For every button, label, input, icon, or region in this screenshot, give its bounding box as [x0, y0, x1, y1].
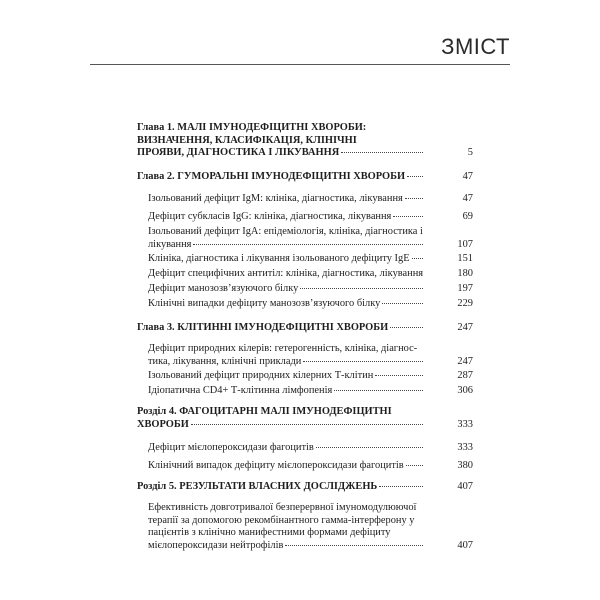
toc-entry-title-line: Глава 2. ГУМОРАЛЬНІ ІМУНОДЕФІЦИТНІ ХВОРОБИ: [137, 171, 406, 182]
toc-page-number: 333: [457, 442, 473, 453]
toc-section-entry: [148, 193, 473, 206]
toc-chapter-entry: [137, 122, 473, 160]
dot-leader: [412, 257, 423, 259]
dot-leader: [303, 360, 423, 362]
toc-entry-title-line: Ідіопатична CD4+ Т-клітинна лімфопенія: [148, 385, 333, 396]
dot-leader: [407, 175, 423, 177]
toc-entry-title-line: Ізольований дефіцит IgM: клініка, діагностика, лікування: [148, 193, 403, 204]
toc-section-entry: [148, 253, 473, 266]
toc-section-entry: [148, 502, 473, 552]
dot-leader: [382, 302, 423, 304]
toc-section-entry: [148, 343, 473, 368]
toc-entry-title-line: Ізольований дефіцит IgA: епідеміологія, клініка, діагностика і: [148, 226, 423, 237]
toc-entry-title-line: Ефективність довготривалої безперервної імуномодулюючої: [148, 502, 417, 513]
toc-entry-title-line: Дефіцит мієлопероксидази фагоцитів: [148, 442, 314, 453]
toc-entry-title-line: терапії за допомогою рекомбінантного гамма-інтерферону у: [148, 514, 415, 526]
dot-leader: [193, 243, 423, 245]
toc-entry-title-line: Розділ 4. ФАГОЦИТАРНІ МАЛІ ІМУНОДЕФІЦИТНІ: [137, 406, 392, 417]
dot-leader: [316, 446, 423, 448]
dot-leader: [375, 374, 423, 376]
toc-entry-title-line: Глава 3. КЛІТИННІ ІМУНОДЕФІЦИТНІ ХВОРОБИ: [137, 322, 389, 333]
toc-page-number: 107: [457, 238, 473, 250]
toc-page-number: 380: [457, 460, 473, 471]
dot-leader: [341, 151, 423, 153]
toc-page-number: 287: [457, 370, 473, 381]
dot-leader: [390, 326, 423, 328]
toc-entry-title-line: Глава 1. МАЛІ ІМУНОДЕФІЦИТНІ ХВОРОБИ:: [137, 122, 367, 133]
toc-chapter-entry: [137, 481, 473, 494]
toc-entry-title-line: Ізольований дефіцит природних кілерних Т-клітин: [148, 370, 374, 381]
heading-rule: [90, 64, 510, 65]
toc-section-entry: [148, 370, 473, 383]
toc-page-number: 69: [462, 211, 473, 222]
toc-entry-title-line: тика, лікування, клінічні приклади: [148, 355, 302, 367]
toc-section-entry: [148, 268, 473, 281]
toc-entry-title-line: Дефіцит манозозв’язуючого білку: [148, 283, 299, 294]
toc-page-number: 180: [457, 268, 473, 279]
dot-leader: [285, 544, 423, 546]
toc-section-entry: [148, 442, 473, 455]
toc-entry-title-line: Розділ 5. РЕЗУЛЬТАТИ ВЛАСНИХ ДОСЛІДЖЕНЬ: [137, 481, 378, 492]
dot-leader: [191, 423, 423, 425]
toc-page-number: 47: [462, 193, 473, 204]
toc-chapter-entry: [137, 322, 473, 335]
dot-leader: [393, 215, 423, 217]
toc-page-number: 151: [457, 253, 473, 264]
toc-page-number: 306: [457, 385, 473, 396]
toc-entry-title-line: лікування: [148, 238, 192, 250]
toc-entry-title-line: Клінічний випадок дефіциту мієлопероксидази фагоцитів: [148, 460, 404, 471]
toc-entry-title-line: Дефіцит субкласів IgG: клініка, діагностика, лікування: [148, 211, 392, 222]
toc-page-number: 407: [457, 481, 473, 492]
toc-entry-title-line: Клінічні випадки дефіциту манозозв’язуючого білку: [148, 298, 381, 309]
toc-page-number: 229: [457, 298, 473, 309]
toc-section-entry: [148, 283, 473, 296]
dot-leader: [300, 287, 423, 289]
toc-page-number: 197: [457, 283, 473, 294]
page-heading: ЗМІСТ: [441, 34, 510, 59]
toc-page-number: 333: [457, 418, 473, 430]
toc-chapter-entry: [137, 171, 473, 184]
toc-page-number: 407: [457, 539, 473, 551]
toc-chapter-entry: [137, 406, 473, 431]
dot-leader: [334, 389, 423, 391]
dot-leader: [379, 485, 423, 487]
toc-entry-title-line: пацієнтів з клінічно манифестними формами дефіциту: [148, 527, 391, 539]
toc-page-number: 5: [467, 147, 473, 159]
toc-entry-title-line: ПРОЯВИ, ДІАГНОСТИКА І ЛІКУВАННЯ: [137, 147, 340, 159]
toc-entry-title-line: Дефіцит природних кілерів: гетерогенність, клініка, діагнос-: [148, 343, 418, 354]
toc-section-entry: [148, 226, 473, 251]
toc-entry-title-line: ХВОРОБИ: [137, 418, 189, 430]
toc-section-entry: [148, 460, 473, 473]
toc-section-entry: [148, 385, 473, 398]
toc-page-number: 47: [462, 171, 473, 182]
toc-section-entry: [148, 211, 473, 224]
dot-leader: [405, 197, 423, 199]
toc-entry-title-line: Дефіцит специфічних антитіл: клініка, діагностика, лікування: [148, 268, 424, 279]
toc-entry-title-line: ВИЗНАЧЕННЯ, КЛАСИФІКАЦІЯ, КЛІНІЧНІ: [137, 134, 357, 146]
dot-leader: [406, 464, 423, 466]
toc-section-entry: [148, 298, 473, 311]
toc-page-number: 247: [457, 355, 473, 367]
toc-entry-title-line: мієлопероксидази нейтрофілів: [148, 539, 284, 551]
toc-entry-title-line: Клініка, діагностика і лікування ізольованого дефіциту IgE: [148, 253, 410, 264]
toc-page-number: 247: [457, 322, 473, 333]
